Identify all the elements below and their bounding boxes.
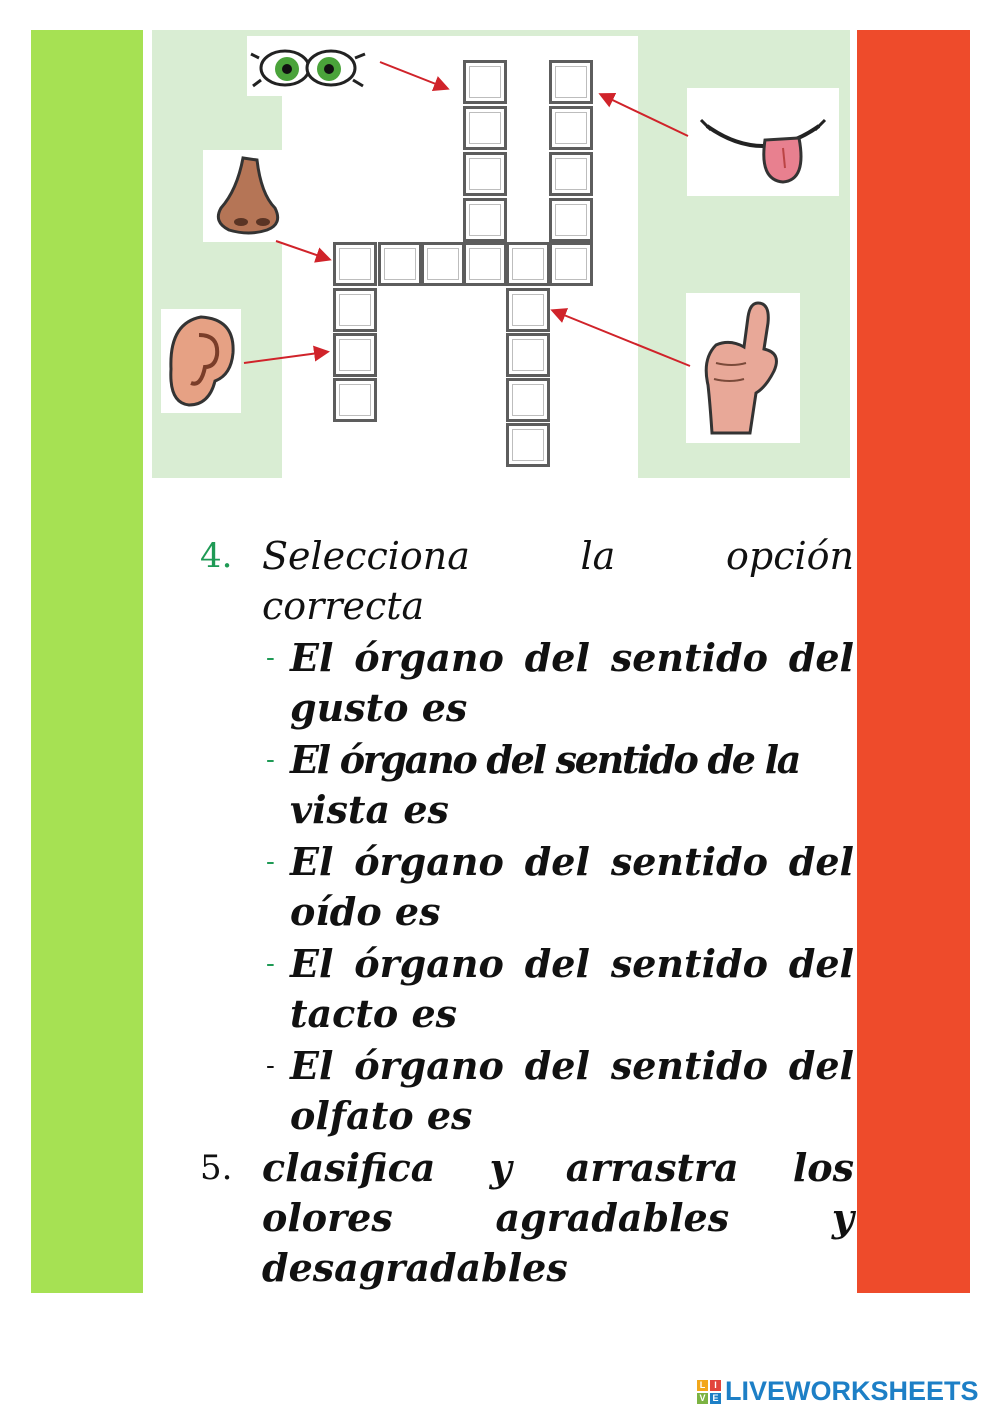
word: órgano (354, 839, 504, 884)
word: del (524, 635, 590, 680)
logo-grid-icon (697, 1380, 721, 1404)
word: agradables (495, 1195, 730, 1240)
word: opción (725, 534, 854, 578)
logo-text: LIVEWORKSHEETS (725, 1376, 979, 1406)
item-1-line1 (290, 636, 854, 680)
word: del (788, 839, 854, 884)
word: clasifica (262, 1145, 436, 1190)
word: olores (262, 1195, 393, 1240)
word: sentido (610, 839, 768, 884)
item-dash: - (266, 643, 275, 673)
item-4-line2: tacto es (290, 991, 458, 1036)
word: los (792, 1145, 854, 1190)
word: del (524, 1043, 590, 1088)
word: y (831, 1195, 854, 1240)
word: El (290, 941, 334, 986)
item-dash: - (266, 745, 275, 775)
logo-letter: V (697, 1393, 708, 1404)
item-dash: - (266, 1051, 275, 1081)
item-3-line1 (290, 840, 854, 884)
question-4-line1 (262, 534, 854, 578)
word: órgano (354, 1043, 504, 1088)
word: del (524, 839, 590, 884)
logo-letter: L (697, 1380, 708, 1391)
word: El (290, 635, 334, 680)
word: la (580, 534, 616, 578)
item-dash: - (266, 847, 275, 877)
question-5-line1 (262, 1146, 854, 1190)
logo-letter: E (710, 1393, 721, 1404)
item-2-line1: El órgano del sentido de la (290, 737, 800, 782)
question-5-line2 (262, 1196, 854, 1240)
word: del (788, 635, 854, 680)
question-4-line2: correcta (262, 584, 425, 628)
item-3-line2: oído es (290, 889, 441, 934)
word: Selecciona (262, 534, 470, 578)
item-2-line2: vista es (290, 787, 449, 832)
word: El (290, 1043, 334, 1088)
question-5-line3: desagradables (262, 1245, 568, 1290)
word: El (290, 839, 334, 884)
word: y (489, 1145, 512, 1190)
item-5-line1 (290, 1044, 854, 1088)
word: del (788, 1043, 854, 1088)
word: órgano (354, 635, 504, 680)
word: órgano (354, 941, 504, 986)
item-dash: - (266, 949, 275, 979)
word: del (788, 941, 854, 986)
word: arrastra (565, 1145, 739, 1190)
item-1-line2: gusto es (290, 685, 468, 730)
word: del (524, 941, 590, 986)
liveworksheets-logo[interactable] (697, 1376, 979, 1407)
word: sentido (610, 1043, 768, 1088)
item-5-line2: olfato es (290, 1093, 473, 1138)
logo-letter: I (710, 1380, 721, 1391)
item-4-line1 (290, 942, 854, 986)
question-5-number: 5. (200, 1148, 233, 1188)
word: sentido (610, 941, 768, 986)
question-4-number: 4. (200, 536, 233, 576)
word: sentido (610, 635, 768, 680)
